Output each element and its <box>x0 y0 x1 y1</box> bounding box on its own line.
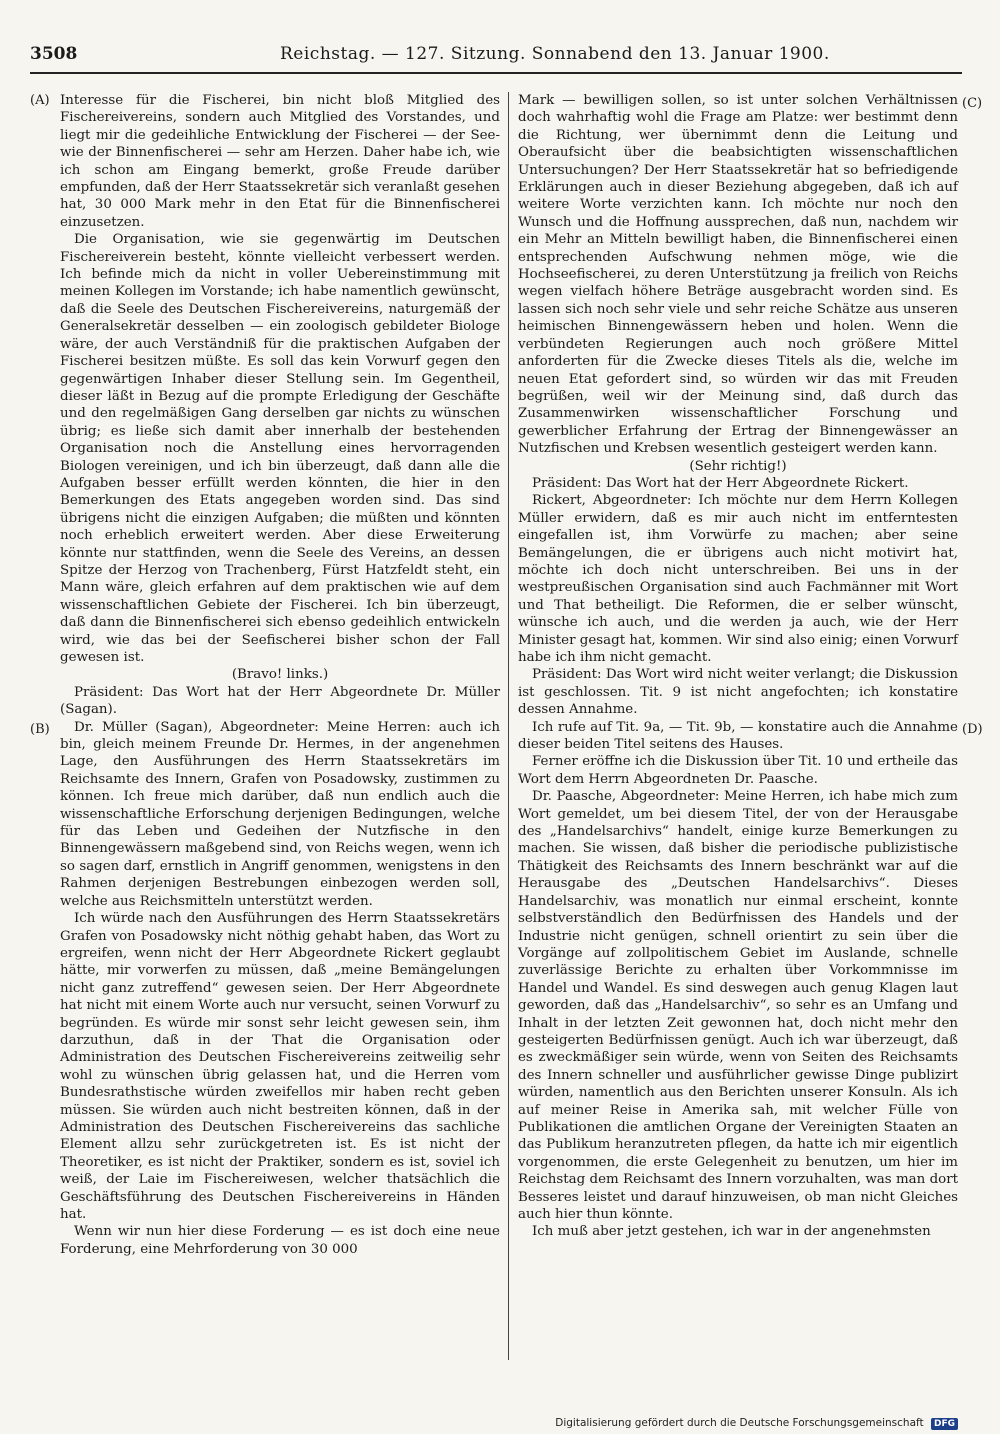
footer-text: Digitalisierung gefördert durch die Deutsche Forschungsgemeinschaft <box>555 1417 924 1429</box>
margin-marker-b: (B) <box>30 722 50 737</box>
paragraph: Dr. Müller (Sagan), Abgeordneter: Meine Herren: auch ich bin, gleich meinem Freunde Dr. Hermes, in der angenehmen Lage, den Ausführungen des Herrn Staatssekretärs im Reichsamte des Innern, Grafen von Posadowsky, zustimmen zu können. Ich freue mich darüber, daß nun endlich auch die wissenschaftliche Erforschung derjenigen Bedingungen, welche für das Leben und Gedeihen der Nutzfische in den Binnengewässern maßgebend sind, von Reichs wegen, wenn ich so sagen darf, ernstlich in Angriff genommen, wenigstens in den Rahmen derjenigen Bestrebungen einbezogen werden soll, welche aus Reichsmitteln unterstützt werden. <box>60 719 500 909</box>
dfg-logo: DFG <box>931 1418 958 1430</box>
paragraph: Die Organisation, wie sie gegenwärtig im Deutschen Fischereiverein besteht, könnte vielleicht verbessert werden. Ich befinde mich da nicht in voller Uebereinstimmung mit meinen Kollegen im Vorstande; ich habe namentlich gewünscht, daß die Seele des Deutschen Fischereivereins, naturgemäß der Generalsekretär desselben — ein zoologisch gebildeter Biologe wäre, der auch Verständniß für die praktischen Aufgaben der Fischerei besitzen müßte. Es soll das kein Vorwurf gegen den gegenwärtigen Inhaber dieser Stellung sein. Im Gegentheil, dieser läßt in Bezug auf die prompte Erledigung der Geschäfte und den regelmäßigen Gang derselben gar nichts zu wünschen übrig; es ließe sich damit aber innerhalb der bestehenden Organisation noch die Anstellung eines hervorragenden Biologen vereinigen, und ich bin überzeugt, daß dann alle die Aufgaben besser erfüllt werden könnten, die hier in den Bemerkungen des Etats angegeben worden sind. Das sind übrigens nicht die einzigen Aufgaben; die müßten und könnten noch erheblich erweitert werden. Aber diese Erweiterung könnte nur stattfinden, wenn die Seele des Vereins, an dessen Spitze der Herzog von Trachenberg, Fürst Hatzfeldt steht, ein Mann wäre, gleich erfahren auf dem praktischen wie auf dem wissenschaftlichen Gebiete der Fischerei. Ich bin überzeugt, daß dann die Binnenfischerei sich ebenso gedeihlich entwickeln wird, wie das bei der Seefischerei bisher schon der Fall gewesen ist. <box>60 232 500 665</box>
paragraph: Dr. Paasche, Abgeordneter: Meine Herren, ich habe mich zum Wort gemeldet, um bei diesem Titel, der von der Herausgabe des „Handelsarchivs“ handelt, einige kurze Bemerkungen zu machen. Sie wissen, daß bisher die periodische publizistische Thätigkeit des Reichsamts des Innern beschränkt war auf die Herausgabe des „Deutschen Handelsarchivs“. Dieses Handelsarchiv, was monatlich nur einmal erscheint, konnte selbstverständlich den Bedürfnissen des Handels und der Industrie nicht genügen, schnell orientirt zu sein über die Vorgänge auf zollpolitischem Gebiet im Auslande, schnelle zuverlässige Berichte zu erhalten über Vorkommnisse im Handel und Wandel. Es sind deswegen auch genug Klagen laut geworden, daß das „Handelsarchiv“, so sehr es an Umfang und Inhalt in der letzten Zeit gewonnen hat, doch nicht mehr den gesteigerten Bedürfnissen genügt. Auch ich war überzeugt, daß es zweckmäßiger sein würde, wenn von Seiten des Reichsamts des Innern schneller und ausführlicher gewisse Dinge publizirt würden, namentlich aus den Berichten unserer Konsuln. Als ich auf meiner Reise in Amerika sah, mit welcher Fülle von Publikationen die amtlichen Organe der Vereinigten Staaten an das Publikum heranzutreten pflegen, da hatte ich mir eigentlich vorgenommen, die erste Gelegenheit zu benutzen, um hier im Reichstag dem Reichsamt des Innern vorzuhalten, was man dort Besseres leistet und darauf hinzuweisen, ob man nicht Gleiches auch hier thun könnte. <box>518 789 958 1222</box>
paragraph: Rickert, Abgeordneter: Ich möchte nur dem Herrn Kollegen Müller erwidern, daß es mir auch nicht im entferntesten eingefallen ist, ihm Vorwürfe zu machen; aber seine Bemängelungen, die er übrigens auch nicht motivirt hat, möchte ich doch nicht unterschreiben. Bei uns in der westpreußischen Organisation sind auch Fachmänner mit Wort und That betheiligt. Die Reformen, die er selber wünscht, wünsche ich auch, und die werden ja auch, wie der Herr Minister gesagt hat, kommen. Wir sind also einig; einen Vorwurf habe ich ihm nicht gemacht. <box>518 493 958 665</box>
header-title: Reichstag. — 127. Sitzung. Sonnabend den 13. Januar 1900. <box>280 44 830 64</box>
paragraph: Interesse für die Fischerei, bin nicht bloß Mitglied des Fischereivereins, sondern auch Mitglied des Vorstandes, und liegt mir die gedeihliche Entwicklung der Fischerei — der See- wie der Binnenfischerei — sehr am Herzen. Daher habe ich, wie ich schon am Eingang bemerkt, große Freude darüber empfunden, daß der Herr Staatssekretär sich veranlaßt gesehen hat, 30 000 Mark mehr in den Etat für die Binnenfischerei einzusetzen. <box>60 93 500 230</box>
president-remark: Präsident: Das Wort wird nicht weiter verlangt; die Diskussion ist geschlossen. Tit. 9 ist nicht angefochten; ich konstatire dessen Annahme. <box>518 667 958 718</box>
applause-note: (Bravo! links.) <box>231 667 329 683</box>
digitization-footer <box>555 1417 958 1430</box>
margin-marker-d: (D) <box>962 722 983 737</box>
paragraph: Mark — bewilligen sollen, so ist unter solchen Verhältnissen doch wahrhaftig wohl die Frage am Platze: wer bestimmt denn die Richtung, wer übernimmt denn die Leitung und Oberaufsicht über die beabsichtigten wissenschaftlichen Untersuchungen? Der Herr Staatssekretär hat so befriedigende Erklärungen auch in dieser Beziehung abgegeben, daß ich auf weitere Worte verzichten kann. Ich möchte nur noch den Wunsch und die Hoffnung aussprechen, daß nun, nachdem wir ein Mehr an Mitteln bewilligt haben, die Binnenfischerei einen entsprechenden Aufschwung nehmen möge, wie die Hochseefischerei, zu deren Unterstützung ja freilich von Reichs wegen vielfach höhere Beträge ausgebracht worden sind. Es lassen sich noch sehr viele und sehr reiche Schätze aus unseren heimischen Binnengewässern heben und holen. Wenn die verbündeten Regierungen auch noch größere Mittel anforderten für die Zwecke dieses Titels als die, welche im neuen Etat gefordert sind, so würden wir das mit Freuden begrüßen, weil wir der Meinung sind, daß durch das Zusammenwirken wissenschaftlicher Forschung und gewerblicher Erfahrung der Ertrag der Binnengewässer an Nutzfischen und Krebsen wesentlich gesteigert werden kann. <box>518 93 958 457</box>
paragraph: Ich rufe auf Tit. 9a, — Tit. 9b, — konstatire auch die Annahme dieser beiden Titel seitens des Hauses. <box>518 719 958 753</box>
paragraph: Wenn wir nun hier diese Forderung — es ist doch eine neue Forderung, eine Mehrforderung von 30 000 <box>60 1224 500 1257</box>
left-column <box>60 92 500 1258</box>
president-remark: Präsident: Das Wort hat der Herr Abgeordnete Dr. Müller (Sagan). <box>60 684 500 718</box>
paragraph: Ich muß aber jetzt gestehen, ich war in der angenehmsten <box>532 1224 931 1240</box>
column-divider <box>508 92 509 1360</box>
right-column <box>518 92 958 1241</box>
page-number: 3508 <box>30 44 78 64</box>
applause-note: (Sehr richtig!) <box>689 458 787 474</box>
paragraph: Ich würde nach den Ausführungen des Herrn Staatssekretärs Grafen von Posadowsky nicht nöthig gehabt haben, das Wort zu ergreifen, wenn nicht der Herr Abgeordnete Rickert geglaubt hätte, mir vorwerfen zu müssen, daß „meine Bemängelungen nicht ganz zutreffend“ gewesen seien. Der Herr Abgeordnete hat nicht mit einem Worte auch nur versucht, seinen Vorwurf zu begründen. Es würde mir sonst sehr leicht gewesen sein, ihm darzuthun, daß in der That die Organisation oder Administration des Deutschen Fischereivereins zeitweilig sehr wohl zu wünschen übrig gelassen hat, und die Herren vom Bundesrathstische würden zweifellos mir haben recht geben müssen. Sie würden auch nicht bestreiten können, daß in der Administration des Deutschen Fischereivereins das sachliche Element allzu sehr zurückgetreten ist. Es ist nicht der Theoretiker, es ist nicht der Praktiker, sondern es ist, soviel ich weiß, der Laie im Fischereiwesen, welcher thatsächlich die Geschäftsführung des Deutschen Fischereivereins in Händen hat. <box>60 911 500 1222</box>
page-header <box>30 42 962 74</box>
margin-marker-c: (C) <box>962 96 983 111</box>
margin-marker-a: (A) <box>30 93 50 108</box>
president-remark: Präsident: Das Wort hat der Herr Abgeordnete Rickert. <box>532 475 909 491</box>
paragraph: Ferner eröffne ich die Diskussion über Tit. 10 und ertheile das Wort dem Herrn Abgeordneten Dr. Paasche. <box>518 754 958 787</box>
